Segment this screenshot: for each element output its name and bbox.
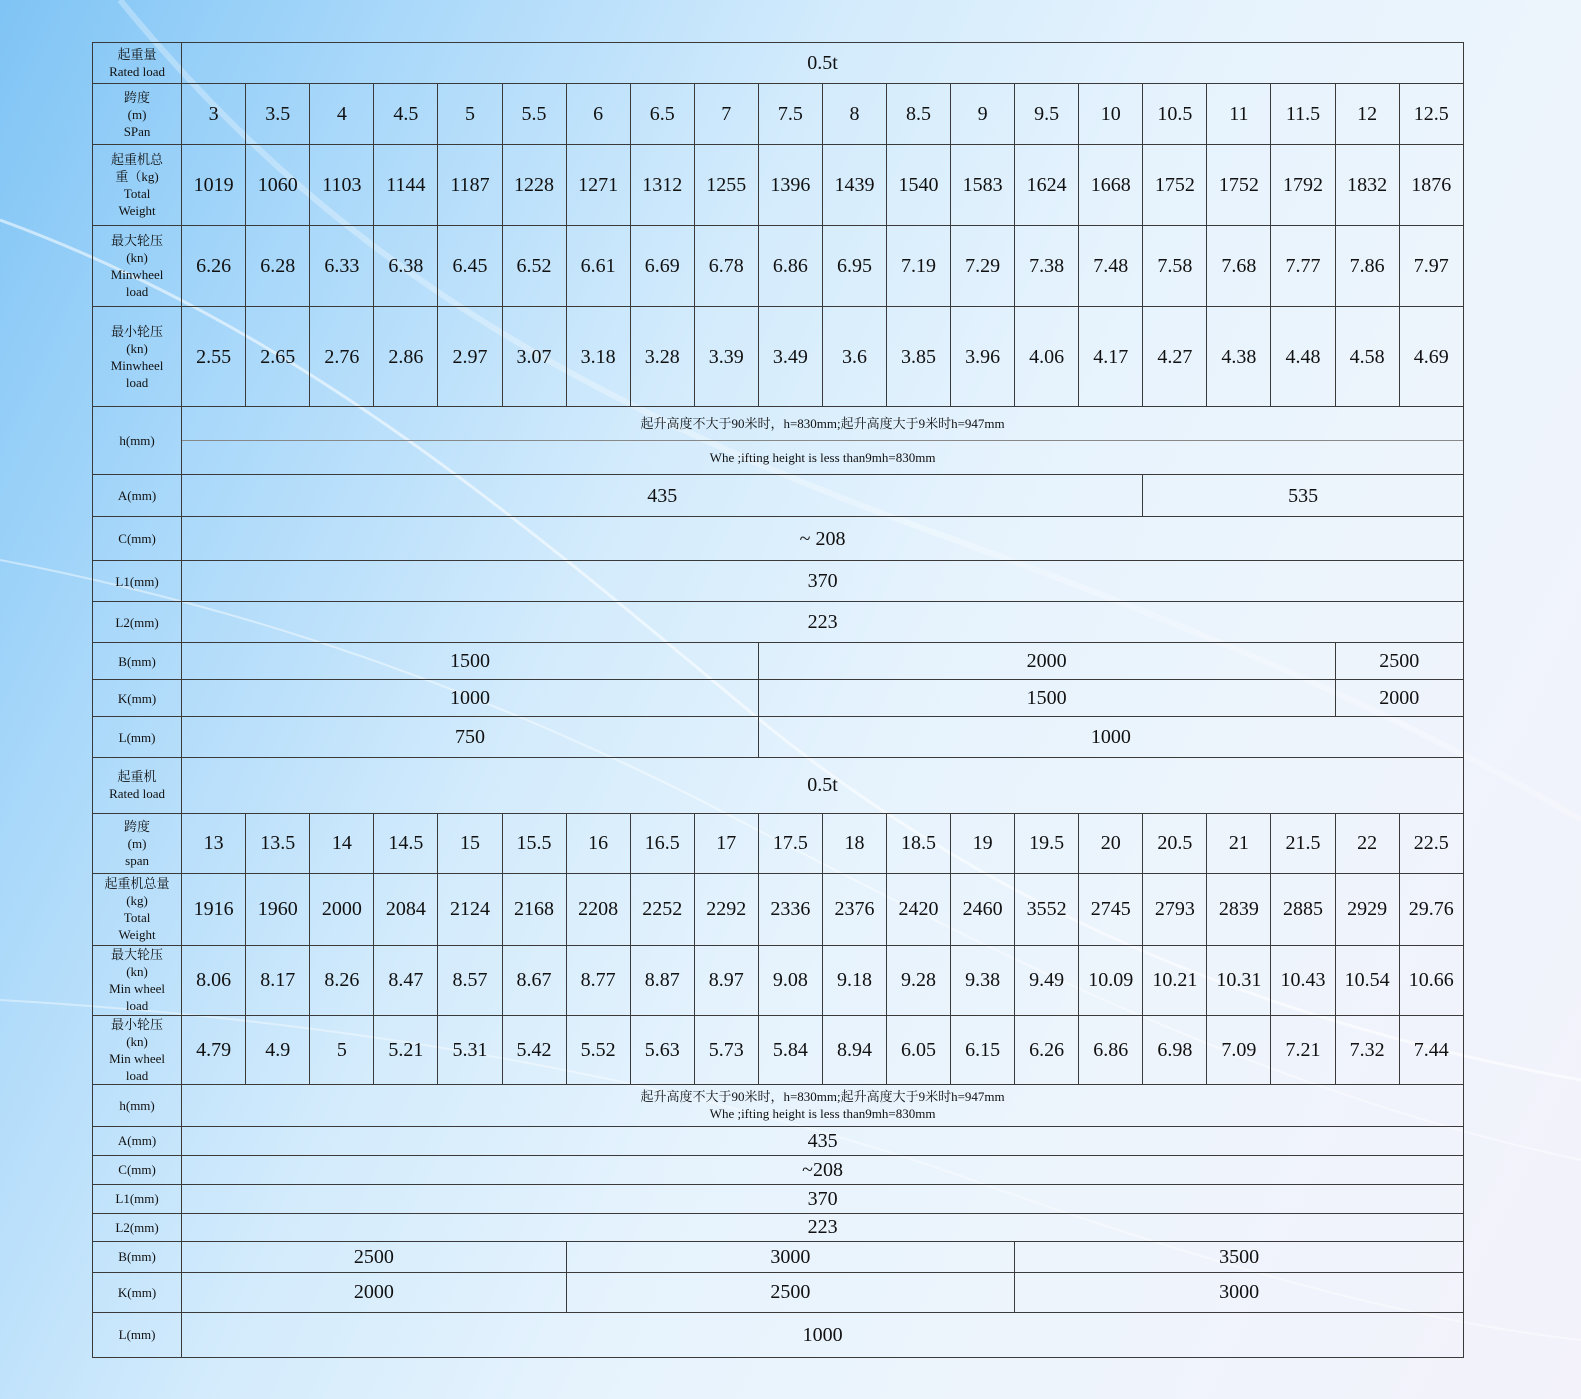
k-row	[93, 1272, 1464, 1312]
value-cell: 1255	[694, 145, 758, 226]
spec-table-1	[92, 42, 1464, 758]
row-label: 起重机 Rated load	[93, 758, 182, 813]
value-cell: 1792	[1271, 145, 1335, 226]
value-cell: 22.5	[1399, 813, 1463, 873]
max-wheel-load-row	[93, 226, 1464, 307]
value-cell: 3.6	[822, 307, 886, 407]
value-cell: 21	[1207, 813, 1271, 873]
value-cell: 1396	[758, 145, 822, 226]
row-label: L1(mm)	[93, 1184, 182, 1213]
k-value-2: 1500	[758, 680, 1335, 717]
value-cell: 10.43	[1271, 945, 1335, 1015]
spec-tables	[92, 42, 1464, 1358]
value-cell: 10.5	[1143, 84, 1207, 145]
value-cell: 7.32	[1335, 1015, 1399, 1084]
h-row	[93, 1084, 1464, 1126]
l2-value: 223	[182, 602, 1464, 643]
value-cell: 2420	[886, 873, 950, 945]
value-cell: 2.65	[246, 307, 310, 407]
value-cell: 1668	[1079, 145, 1143, 226]
k-value-1: 2000	[182, 1272, 566, 1312]
h-row	[93, 407, 1464, 475]
value-cell: 7.48	[1079, 226, 1143, 307]
row-label: 起重机总量 (kg) Total Weight	[93, 873, 182, 945]
row-label: L2(mm)	[93, 1213, 182, 1241]
b-value-3: 2500	[1335, 643, 1463, 680]
row-label: 起重量 Rated load	[93, 43, 182, 84]
value-cell: 9.5	[1015, 84, 1079, 145]
a-row	[93, 475, 1464, 517]
k-value-3: 3000	[1015, 1272, 1464, 1312]
value-cell: 20	[1079, 813, 1143, 873]
value-cell: 20.5	[1143, 813, 1207, 873]
b-value-2: 2000	[758, 643, 1335, 680]
l1-row	[93, 1184, 1464, 1213]
value-cell: 11.5	[1271, 84, 1335, 145]
value-cell: 8.26	[310, 945, 374, 1015]
value-cell: 4.38	[1207, 307, 1271, 407]
value-cell: 2124	[438, 873, 502, 945]
value-cell: 7.29	[951, 226, 1015, 307]
value-cell: 2.86	[374, 307, 438, 407]
value-cell: 7.38	[1015, 226, 1079, 307]
span-row	[93, 84, 1464, 145]
k-row	[93, 680, 1464, 717]
rated-load-value: 0.5t	[182, 43, 1464, 84]
value-cell: 2929	[1335, 873, 1399, 945]
a-value-1: 435	[182, 475, 1143, 517]
l1-value: 370	[182, 1184, 1464, 1213]
value-cell: 9.28	[886, 945, 950, 1015]
value-cell: 6.61	[566, 226, 630, 307]
value-cell: 10.21	[1143, 945, 1207, 1015]
value-cell: 6.69	[630, 226, 694, 307]
value-cell: 15.5	[502, 813, 566, 873]
value-cell: 2.55	[182, 307, 246, 407]
b-row	[93, 643, 1464, 680]
value-cell: 8.5	[886, 84, 950, 145]
h-note: 起升高度不大于90米时，h=830mm;起升高度大于9米时h=947mm Whe ;ifting height is less than9mh=830mm	[182, 407, 1464, 475]
l1-row	[93, 561, 1464, 602]
value-cell: 29.76	[1399, 873, 1463, 945]
value-cell: 8.67	[502, 945, 566, 1015]
value-cell: 6.38	[374, 226, 438, 307]
value-cell: 17.5	[758, 813, 822, 873]
b-value-3: 3500	[1015, 1241, 1464, 1272]
value-cell: 10.54	[1335, 945, 1399, 1015]
value-cell: 1752	[1207, 145, 1271, 226]
value-cell: 8.47	[374, 945, 438, 1015]
value-cell: 4.48	[1271, 307, 1335, 407]
rated-load-row	[93, 758, 1464, 813]
value-cell: 6	[566, 84, 630, 145]
value-cell: 2252	[630, 873, 694, 945]
value-cell: 13	[182, 813, 246, 873]
value-cell: 4.69	[1399, 307, 1463, 407]
value-cell: 3.85	[886, 307, 950, 407]
min-wheel-load-row	[93, 307, 1464, 407]
value-cell: 5.42	[502, 1015, 566, 1084]
value-cell: 3.96	[951, 307, 1015, 407]
row-label: K(mm)	[93, 1272, 182, 1312]
value-cell: 21.5	[1271, 813, 1335, 873]
value-cell: 16	[566, 813, 630, 873]
value-cell: 9.08	[758, 945, 822, 1015]
value-cell: 8	[822, 84, 886, 145]
row-label: 最小轮压 (kn) Minwheel load	[93, 307, 182, 407]
total-weight-row	[93, 145, 1464, 226]
value-cell: 3.49	[758, 307, 822, 407]
value-cell: 1019	[182, 145, 246, 226]
row-label: A(mm)	[93, 475, 182, 517]
value-cell: 6.26	[1015, 1015, 1079, 1084]
value-cell: 1540	[886, 145, 950, 226]
value-cell: 4	[310, 84, 374, 145]
value-cell: 6.05	[886, 1015, 950, 1084]
a-value-2: 535	[1143, 475, 1464, 517]
value-cell: 8.87	[630, 945, 694, 1015]
row-label: B(mm)	[93, 1241, 182, 1272]
value-cell: 5.21	[374, 1015, 438, 1084]
value-cell: 2336	[758, 873, 822, 945]
value-cell: 3.5	[246, 84, 310, 145]
value-cell: 4.5	[374, 84, 438, 145]
span-row	[93, 813, 1464, 873]
value-cell: 10.31	[1207, 945, 1271, 1015]
value-cell: 6.45	[438, 226, 502, 307]
value-cell: 1312	[630, 145, 694, 226]
value-cell: 2376	[822, 873, 886, 945]
value-cell: 7.5	[758, 84, 822, 145]
value-cell: 2460	[951, 873, 1015, 945]
k-value-1: 1000	[182, 680, 759, 717]
value-cell: 2793	[1143, 873, 1207, 945]
value-cell: 3.39	[694, 307, 758, 407]
c-value: ~ 208	[182, 517, 1464, 561]
c-value: ~208	[182, 1155, 1464, 1184]
b-value-2: 3000	[566, 1241, 1015, 1272]
l-value: 1000	[182, 1312, 1464, 1357]
total-weight-row	[93, 873, 1464, 945]
value-cell: 5.5	[502, 84, 566, 145]
value-cell: 1916	[182, 873, 246, 945]
value-cell: 6.26	[182, 226, 246, 307]
h-note: 起升高度不大于90米时，h=830mm;起升高度大于9米时h=947mm Whe ;ifting height is less than9mh=830mm	[182, 1084, 1464, 1126]
value-cell: 1752	[1143, 145, 1207, 226]
value-cell: 2208	[566, 873, 630, 945]
value-cell: 2292	[694, 873, 758, 945]
c-row	[93, 517, 1464, 561]
value-cell: 14.5	[374, 813, 438, 873]
value-cell: 3	[182, 84, 246, 145]
l-row	[93, 1312, 1464, 1357]
value-cell: 7.58	[1143, 226, 1207, 307]
value-cell: 3552	[1015, 873, 1079, 945]
value-cell: 6.5	[630, 84, 694, 145]
value-cell: 8.17	[246, 945, 310, 1015]
value-cell: 2000	[310, 873, 374, 945]
k-value-3: 2000	[1335, 680, 1463, 717]
k-value-2: 2500	[566, 1272, 1015, 1312]
value-cell: 6.98	[1143, 1015, 1207, 1084]
value-cell: 5.84	[758, 1015, 822, 1084]
spec-table-2	[92, 758, 1464, 1358]
value-cell: 2.97	[438, 307, 502, 407]
value-cell: 6.15	[951, 1015, 1015, 1084]
b-value-1: 2500	[182, 1241, 566, 1272]
value-cell: 5.52	[566, 1015, 630, 1084]
value-cell: 15	[438, 813, 502, 873]
value-cell: 18.5	[886, 813, 950, 873]
value-cell: 7.19	[886, 226, 950, 307]
value-cell: 1103	[310, 145, 374, 226]
value-cell: 6.95	[822, 226, 886, 307]
value-cell: 5	[438, 84, 502, 145]
row-label: L1(mm)	[93, 561, 182, 602]
value-cell: 10.66	[1399, 945, 1463, 1015]
value-cell: 4.58	[1335, 307, 1399, 407]
l2-row	[93, 1213, 1464, 1241]
value-cell: 6.33	[310, 226, 374, 307]
value-cell: 9.38	[951, 945, 1015, 1015]
value-cell: 2084	[374, 873, 438, 945]
a-row	[93, 1126, 1464, 1155]
value-cell: 7	[694, 84, 758, 145]
value-cell: 6.86	[758, 226, 822, 307]
value-cell: 8.77	[566, 945, 630, 1015]
value-cell: 6.28	[246, 226, 310, 307]
c-row	[93, 1155, 1464, 1184]
value-cell: 4.17	[1079, 307, 1143, 407]
value-cell: 11	[1207, 84, 1271, 145]
value-cell: 1060	[246, 145, 310, 226]
value-cell: 1876	[1399, 145, 1463, 226]
value-cell: 7.44	[1399, 1015, 1463, 1084]
value-cell: 9	[951, 84, 1015, 145]
value-cell: 3.28	[630, 307, 694, 407]
l1-value: 370	[182, 561, 1464, 602]
a-value: 435	[182, 1126, 1464, 1155]
row-label: B(mm)	[93, 643, 182, 680]
value-cell: 3.18	[566, 307, 630, 407]
value-cell: 2745	[1079, 873, 1143, 945]
value-cell: 16.5	[630, 813, 694, 873]
value-cell: 7.97	[1399, 226, 1463, 307]
rated-load-row	[93, 43, 1464, 84]
value-cell: 5.31	[438, 1015, 502, 1084]
b-value-1: 1500	[182, 643, 759, 680]
min-wheel-load-row	[93, 1015, 1464, 1084]
value-cell: 17	[694, 813, 758, 873]
max-wheel-load-row	[93, 945, 1464, 1015]
value-cell: 2839	[1207, 873, 1271, 945]
value-cell: 22	[1335, 813, 1399, 873]
value-cell: 1583	[951, 145, 1015, 226]
value-cell: 4.79	[182, 1015, 246, 1084]
value-cell: 2885	[1271, 873, 1335, 945]
row-label: 起重机总 重（kg) Total Weight	[93, 145, 182, 226]
value-cell: 12.5	[1399, 84, 1463, 145]
value-cell: 8.94	[822, 1015, 886, 1084]
value-cell: 7.77	[1271, 226, 1335, 307]
l2-value: 223	[182, 1213, 1464, 1241]
value-cell: 7.68	[1207, 226, 1271, 307]
value-cell: 18	[822, 813, 886, 873]
value-cell: 1439	[822, 145, 886, 226]
value-cell: 5.63	[630, 1015, 694, 1084]
row-label: h(mm)	[93, 1084, 182, 1126]
row-label: L2(mm)	[93, 602, 182, 643]
value-cell: 1228	[502, 145, 566, 226]
b-row	[93, 1241, 1464, 1272]
rated-load-value: 0.5t	[182, 758, 1464, 813]
value-cell: 7.86	[1335, 226, 1399, 307]
value-cell: 4.06	[1015, 307, 1079, 407]
value-cell: 6.78	[694, 226, 758, 307]
value-cell: 1832	[1335, 145, 1399, 226]
value-cell: 8.06	[182, 945, 246, 1015]
value-cell: 1271	[566, 145, 630, 226]
value-cell: 3.07	[502, 307, 566, 407]
value-cell: 1144	[374, 145, 438, 226]
value-cell: 1960	[246, 873, 310, 945]
value-cell: 4.27	[1143, 307, 1207, 407]
row-label: h(mm)	[93, 407, 182, 475]
value-cell: 10.09	[1079, 945, 1143, 1015]
value-cell: 7.09	[1207, 1015, 1271, 1084]
value-cell: 6.52	[502, 226, 566, 307]
value-cell: 19.5	[1015, 813, 1079, 873]
l-value-1: 750	[182, 717, 759, 758]
value-cell: 2.76	[310, 307, 374, 407]
l-row	[93, 717, 1464, 758]
row-label: C(mm)	[93, 517, 182, 561]
row-label: C(mm)	[93, 1155, 182, 1184]
value-cell: 12	[1335, 84, 1399, 145]
value-cell: 6.86	[1079, 1015, 1143, 1084]
row-label: K(mm)	[93, 680, 182, 717]
value-cell: 13.5	[246, 813, 310, 873]
value-cell: 1187	[438, 145, 502, 226]
row-label: L(mm)	[93, 717, 182, 758]
row-label: A(mm)	[93, 1126, 182, 1155]
l2-row	[93, 602, 1464, 643]
value-cell: 5	[310, 1015, 374, 1084]
value-cell: 2168	[502, 873, 566, 945]
l-value-2: 1000	[758, 717, 1463, 758]
row-label: L(mm)	[93, 1312, 182, 1357]
value-cell: 1624	[1015, 145, 1079, 226]
row-label: 最大轮压 (kn) Min wheel load	[93, 945, 182, 1015]
value-cell: 19	[951, 813, 1015, 873]
value-cell: 8.97	[694, 945, 758, 1015]
row-label: 跨度 (m) SPan	[93, 84, 182, 145]
value-cell: 7.21	[1271, 1015, 1335, 1084]
row-label: 最小轮压 (kn) Min wheel load	[93, 1015, 182, 1084]
value-cell: 9.18	[822, 945, 886, 1015]
row-label: 最大轮压 (kn) Minwheel load	[93, 226, 182, 307]
value-cell: 9.49	[1015, 945, 1079, 1015]
value-cell: 10	[1079, 84, 1143, 145]
value-cell: 5.73	[694, 1015, 758, 1084]
row-label: 跨度 (m) span	[93, 813, 182, 873]
value-cell: 8.57	[438, 945, 502, 1015]
value-cell: 4.9	[246, 1015, 310, 1084]
value-cell: 14	[310, 813, 374, 873]
